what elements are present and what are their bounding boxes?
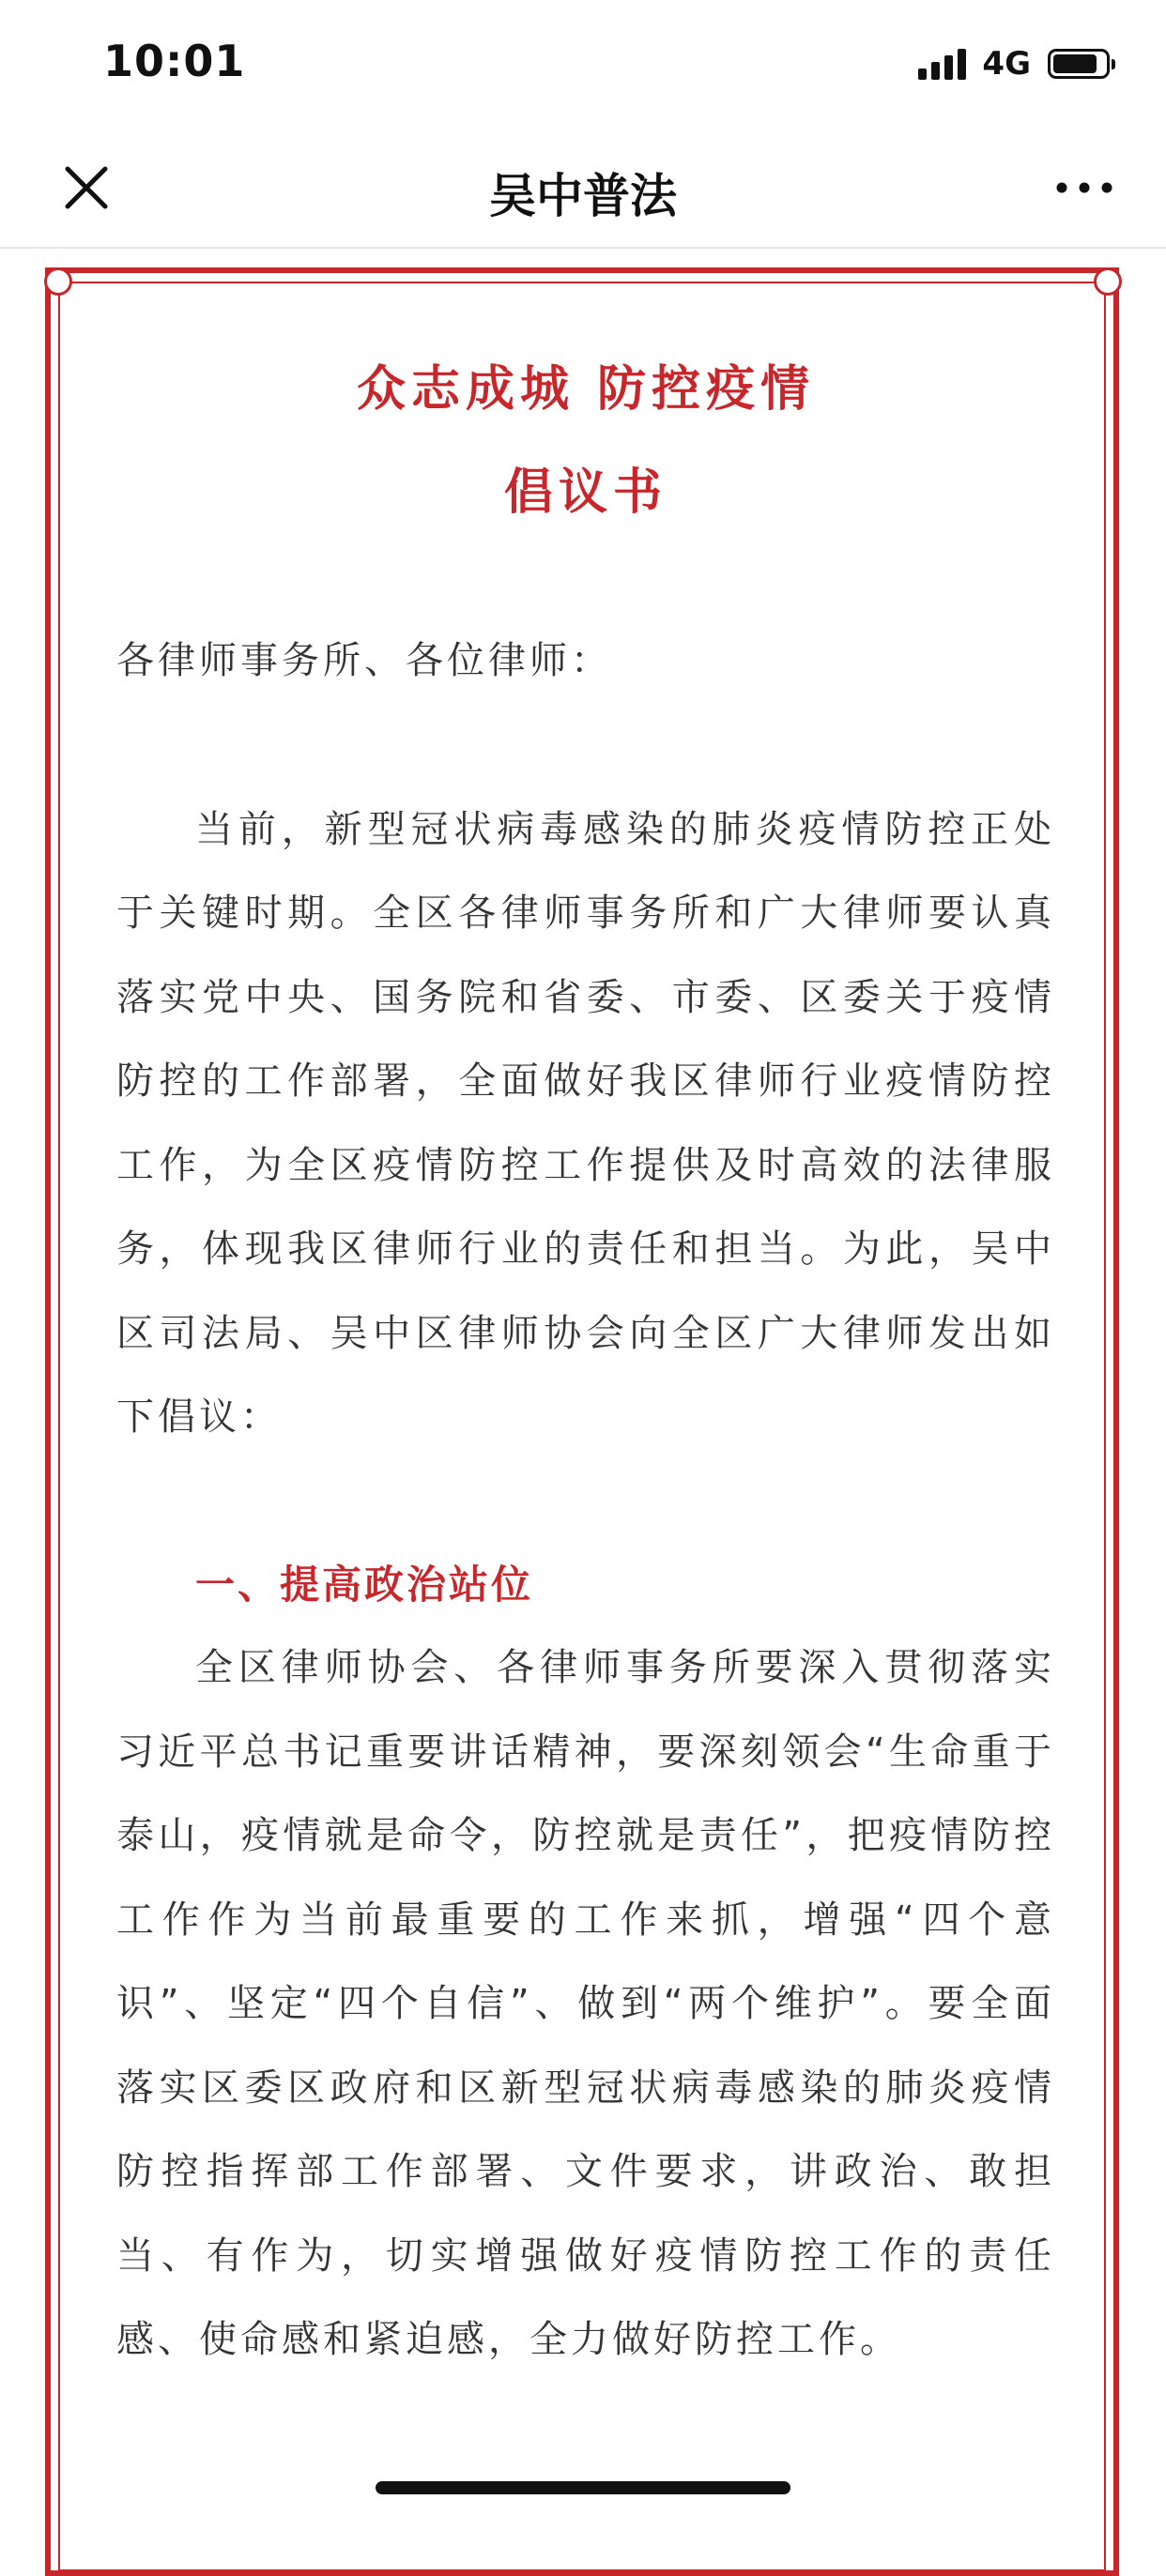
section-heading: 一、提高政治站位 (195, 1561, 534, 1608)
home-indicator[interactable] (376, 2481, 790, 2494)
battery-icon (1048, 49, 1110, 79)
nav-bar (0, 127, 1166, 249)
network-type: 4G (982, 45, 1031, 83)
more-button[interactable] (1051, 164, 1117, 211)
article-content (116, 338, 1055, 2383)
frame-corner-ornament (1094, 267, 1122, 296)
section-paragraph: 全区律师协会、各律师事务所要深入贯彻落实习近平总书记重要讲话精神，要深刻领会“生命重于泰山，疫情就是命令，防控就是责任”，把疫情防控工作作为当前最重要的工作来抓，增强“四个意识”、坚定“四个自信”、做到“两个维护”。要全面落实区委区政府和区新型冠状病毒感染的肺炎疫情防控指挥部工作部署、文件要求，讲政治、敢担当、有作为，切实增强做好疫情防控工作的责任感、使命感和紧迫感，全力做好防控工作。 (116, 1646, 1055, 2361)
status-indicators (918, 45, 1110, 83)
status-bar (0, 0, 1166, 127)
article-title-line2: 倡议书 (503, 465, 667, 521)
frame-corner-ornament (44, 267, 72, 296)
article-title-line1: 众志成城 防控疫情 (356, 361, 816, 418)
more-dots-icon (1051, 164, 1117, 211)
cellular-signal-icon (918, 48, 971, 80)
salutation: 各律师事务所、各位律师： (116, 639, 612, 682)
page-title: 吴中普法 (489, 169, 677, 223)
status-time: 10:01 (103, 36, 246, 86)
intro-paragraph: 当前，新型冠状病毒感染的肺炎疫情防控正处于关键时期。全区各律师事务所和广大律师要认真落实党中央、国务院和省委、市委、区委关于疫情防控的工作部署，全面做好我区律师行业疫情防控工作，为全区疫情防控工作提供及时高效的法律服务，体现我区律师行业的责任和担当。为此，吴中区司法局、吴中区律师协会向全区广大律师发出如下倡议： (116, 807, 1055, 1439)
